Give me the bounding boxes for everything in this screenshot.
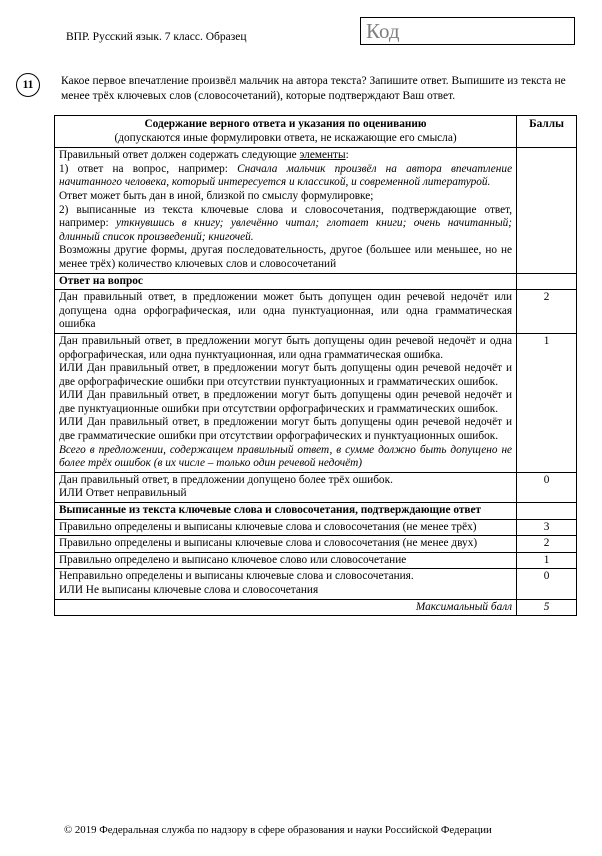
criterion-text: ИЛИ Не выписаны ключевые слова и словосочетания <box>59 584 319 596</box>
score-column-header: Баллы <box>517 116 577 148</box>
table-row <box>55 519 577 536</box>
content-column-title: Содержание верного ответа и указания по оцениванию <box>144 118 427 130</box>
intro-cell <box>55 148 517 273</box>
score-value: 1 <box>517 552 577 569</box>
table-row-intro <box>55 148 577 273</box>
intro-element-2-example: уткнувшись в книгу; увлечённо читал; глотает книги; очень начитанный; длинный список произведений; книгочей. <box>59 217 513 243</box>
intro-underlined: элементы <box>299 149 346 162</box>
section-title: Ответ на вопрос <box>55 273 517 290</box>
score-cell-empty <box>517 148 577 273</box>
copyright-footer: © 2019 Федеральная служба по надзору в сфере образования и науки Российской Федерации <box>64 824 492 836</box>
criterion-cell <box>55 569 517 599</box>
document-header-title: ВПР. Русский язык. 7 класс. Образец <box>66 31 247 43</box>
code-field[interactable] <box>360 17 575 45</box>
intro-element-1 <box>59 163 512 190</box>
section-header-answer <box>55 273 577 290</box>
max-score-label: Максимальный балл <box>55 599 517 616</box>
criterion-cell <box>55 472 517 502</box>
section-header-keywords <box>55 503 577 520</box>
intro-element-1-lead: 1) ответ на вопрос, например: <box>59 162 238 175</box>
score-value: 2 <box>517 536 577 553</box>
score-cell-empty <box>517 503 577 520</box>
table-row <box>55 536 577 553</box>
score-value: 2 <box>517 290 577 334</box>
criterion-text: Правильно определено и выписано ключевое слово или словосочетание <box>55 552 517 569</box>
scoring-table <box>54 115 577 616</box>
criterion-text: ИЛИ Дан правильный ответ, в предложении могут быть допущены один речевой недочёт и две пунктуационные ошибки при отсутствии орфографических и грамматических ошибок. <box>59 389 513 415</box>
score-cell-empty <box>517 273 577 290</box>
table-row <box>55 472 577 502</box>
table-row <box>55 552 577 569</box>
max-score-row <box>55 599 577 616</box>
intro-line-1 <box>59 149 512 163</box>
criterion-note: Всего в предложении, содержащем правильный ответ, в сумме должно быть допущено не более трёх ошибок (в их числе – только один речевой недочёт) <box>59 443 513 470</box>
section-title: Выписанные из текста ключевые слова и словосочетания, подтверждающие ответ <box>55 503 517 520</box>
table-row <box>55 333 577 472</box>
criterion-text: ИЛИ Ответ неправильный <box>59 487 187 500</box>
intro-colon: : <box>345 149 349 162</box>
score-value: 1 <box>517 333 577 472</box>
score-value: 0 <box>517 569 577 599</box>
table-row <box>55 290 577 334</box>
criterion-text: Неправильно определены и выписаны ключевые слова и словосочетания. <box>59 570 414 583</box>
content-column-header <box>55 116 517 148</box>
content-column-subtitle: (допускаются иные формулировки ответа, не искажающие его смысла) <box>114 131 457 144</box>
intro-forms-note: Возможны другие формы, другая последовательность, другое (большее или меньшее, но не менее трёх) количество ключевых слов и словосочетаний <box>59 244 513 270</box>
intro-text: Правильный ответ должен содержать следующие <box>59 149 300 162</box>
max-score-value: 5 <box>517 599 577 616</box>
score-value: 3 <box>517 519 577 536</box>
criterion-text: ИЛИ Дан правильный ответ, в предложении могут быть допущены один речевой недочёт и две грамматические ошибки при отсутствии орфографических и пунктуационных ошибок. <box>59 416 513 443</box>
criterion-text: Дан правильный ответ, в предложении допущено более трёх ошибок. <box>59 473 393 486</box>
intro-alt-note: Ответ может быть дан в иной, близкой по смыслу формулировке; <box>59 189 374 202</box>
intro-element-1-example: Сначала мальчик произвёл на автора впечатление начитанного человека, который интересуется и классикой, и современной литературой. <box>59 162 513 189</box>
criterion-text: ИЛИ Дан правильный ответ, в предложении могут быть допущены один речевой недочёт и две орфографические ошибки при отсутствии пунктуационных и грамматических ошибок. <box>59 362 513 388</box>
criterion-cell <box>55 333 517 472</box>
criterion-text: Дан правильный ответ, в предложении может быть допущен один речевой недочёт или допущена одна орфографическая, или одна пунктуационная, или одна грамматическая ошибка <box>55 290 517 334</box>
question-text: Какое первое впечатление произвёл мальчик на автора текста? Запишите ответ. Выпишите из текста не менее трёх ключевых слов (словосочетаний), которые подтверждают Ваш ответ. <box>61 75 566 102</box>
score-value: 0 <box>517 472 577 502</box>
table-row <box>55 569 577 599</box>
criterion-text: Правильно определены и выписаны ключевые слова и словосочетания (не менее двух) <box>55 536 517 553</box>
intro-element-2 <box>59 204 512 245</box>
question-number-badge: 11 <box>16 73 40 97</box>
table-header-row <box>55 116 577 148</box>
code-label: Код <box>366 19 400 43</box>
criterion-text: Правильно определены и выписаны ключевые слова и словосочетания (не менее трёх) <box>55 519 517 536</box>
intro-element-2-lead: 2) выписанные из текста ключевые слова и словосочетания, подтверждающие ответ, например: <box>59 203 513 230</box>
criterion-text: Дан правильный ответ, в предложении могут быть допущены один речевой недочёт и одна орфографическая, или одна пунктуационная, или одна грамматическая ошибка. <box>59 334 513 361</box>
